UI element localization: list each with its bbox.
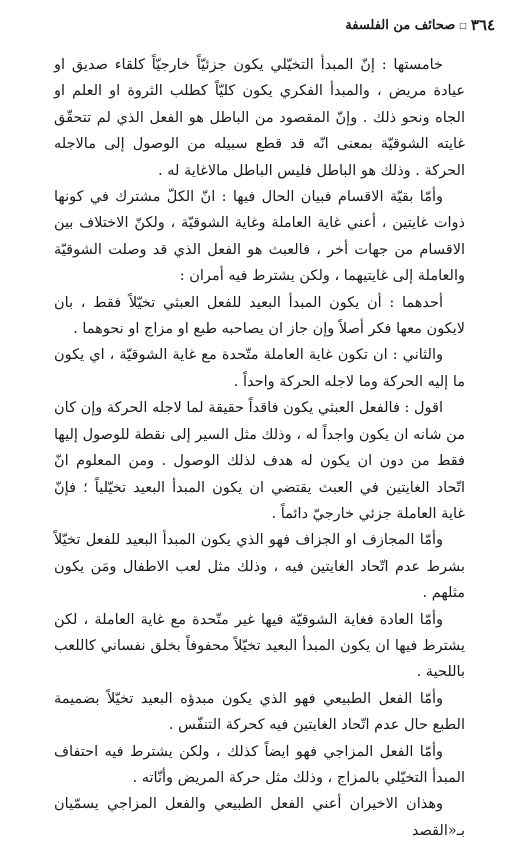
paragraph: وأمّا المجازف او الجزاف فهو الذي يكون المبدأ البعيد للفعل تخيّلاً بشرط عدم اتّحاد الغايتين فيه ، وذلك مثل لعب الاطفال ومَن يكون مثلهم . [54,532,465,602]
paragraph: اقول : فالفعل العبثي يكون فاقداً حقيقة لما لاجله الحركة وإن كان من شانه ان يكون واجداً له ، وذلك مثل السير إلى نقطة للوصول إليها فقط من دون ان يكون له هدف لذلك الوصول . ومن المعلوم انّ اتّحاد الغايتين في العبث يقتضي ان يكون المبدأ البعيد تخيّلياً ؛ فإنّ غاية العاملة جزئي خارجيّ دائماً . [54,400,465,522]
paragraph: وأمّا الفعل المزاجي فهو ايضاً كذلك ، ولكن يشترط فيه احتفاف المبدأ التخيّلي بالمزاج ، وذلك مثل حركة المريض وأنّاته . [54,743,465,786]
header-separator: □ [459,20,467,30]
page-header [22,14,495,36]
page-number: ٣٦٤ [470,16,495,34]
paragraph: وأمّا العادة فغاية الشوقيّة فيها غير متّحدة مع غاية العاملة ، لكن يشترط فيها ان يكون المبدأ البعيد تخيّلاً محفوفاً بخلق نفساني كاللعب باللحية . [54,611,465,681]
running-title: صحائف من الفلسفة [345,17,456,33]
paragraph: خامستها : إنّ المبدأ التخيّلي يكون جزئيّاً خارجيّاً كلقاء صديق او عيادة مريض ، والمبدأ الفكري يكون كليّاً كطلب الثروة او العلم او الجاه ونحو ذلك . وإنّ المقصود من الباطل هو الفعل الذي لم تتحقّق غايته الشوقيّة بمعنى انّه قد قطع سبيله من الوصول إلى مالاجله الحركة . وذلك هو الباطل فليس الباطل مالاغاية له . [54,57,465,179]
paragraph: وأمّا بقيّة الاقسام فبيان الحال فيها : انّ الكلّ مشترك في كونها ذوات غايتين ، أعني غاية العاملة وغاية الشوقيّة ، ولكنّ الاختلاف بين الاقسام من جهات أخر ، فالعبث هو الفعل الذي قد وصلت الشوقيّة والعاملة إلى غايتيهما ، ولكن يشترط فيه أمران : [54,189,465,285]
paragraph: وأمّا الفعل الطبيعي فهو الذي يكون مبدؤه البعيد تخيّلاً بضميمة الطبع حال عدم اتّحاد الغايتين فيه كحركة التنفّس . [54,690,465,734]
body-text [54,52,465,844]
paragraph: والثاني : ان تكون غاية العاملة متّحدة مع غاية الشوقيّة ، اي يكون ما إليه الحركة وما لاجله الحركة واحداً . [54,347,465,390]
paragraph: أحدهما : أن يكون المبدأ البعيد للفعل العبثي تخيّلاً فقط ، بان لايكون معها فكر أصلاً وإن جاز ان يصاحبه طبع او مزاج او نحوهما . [54,294,465,338]
paragraph: وهذان الاخيران أعني الفعل الطبيعي والفعل المزاجي يسمّيان بـ«القصد [54,796,465,839]
